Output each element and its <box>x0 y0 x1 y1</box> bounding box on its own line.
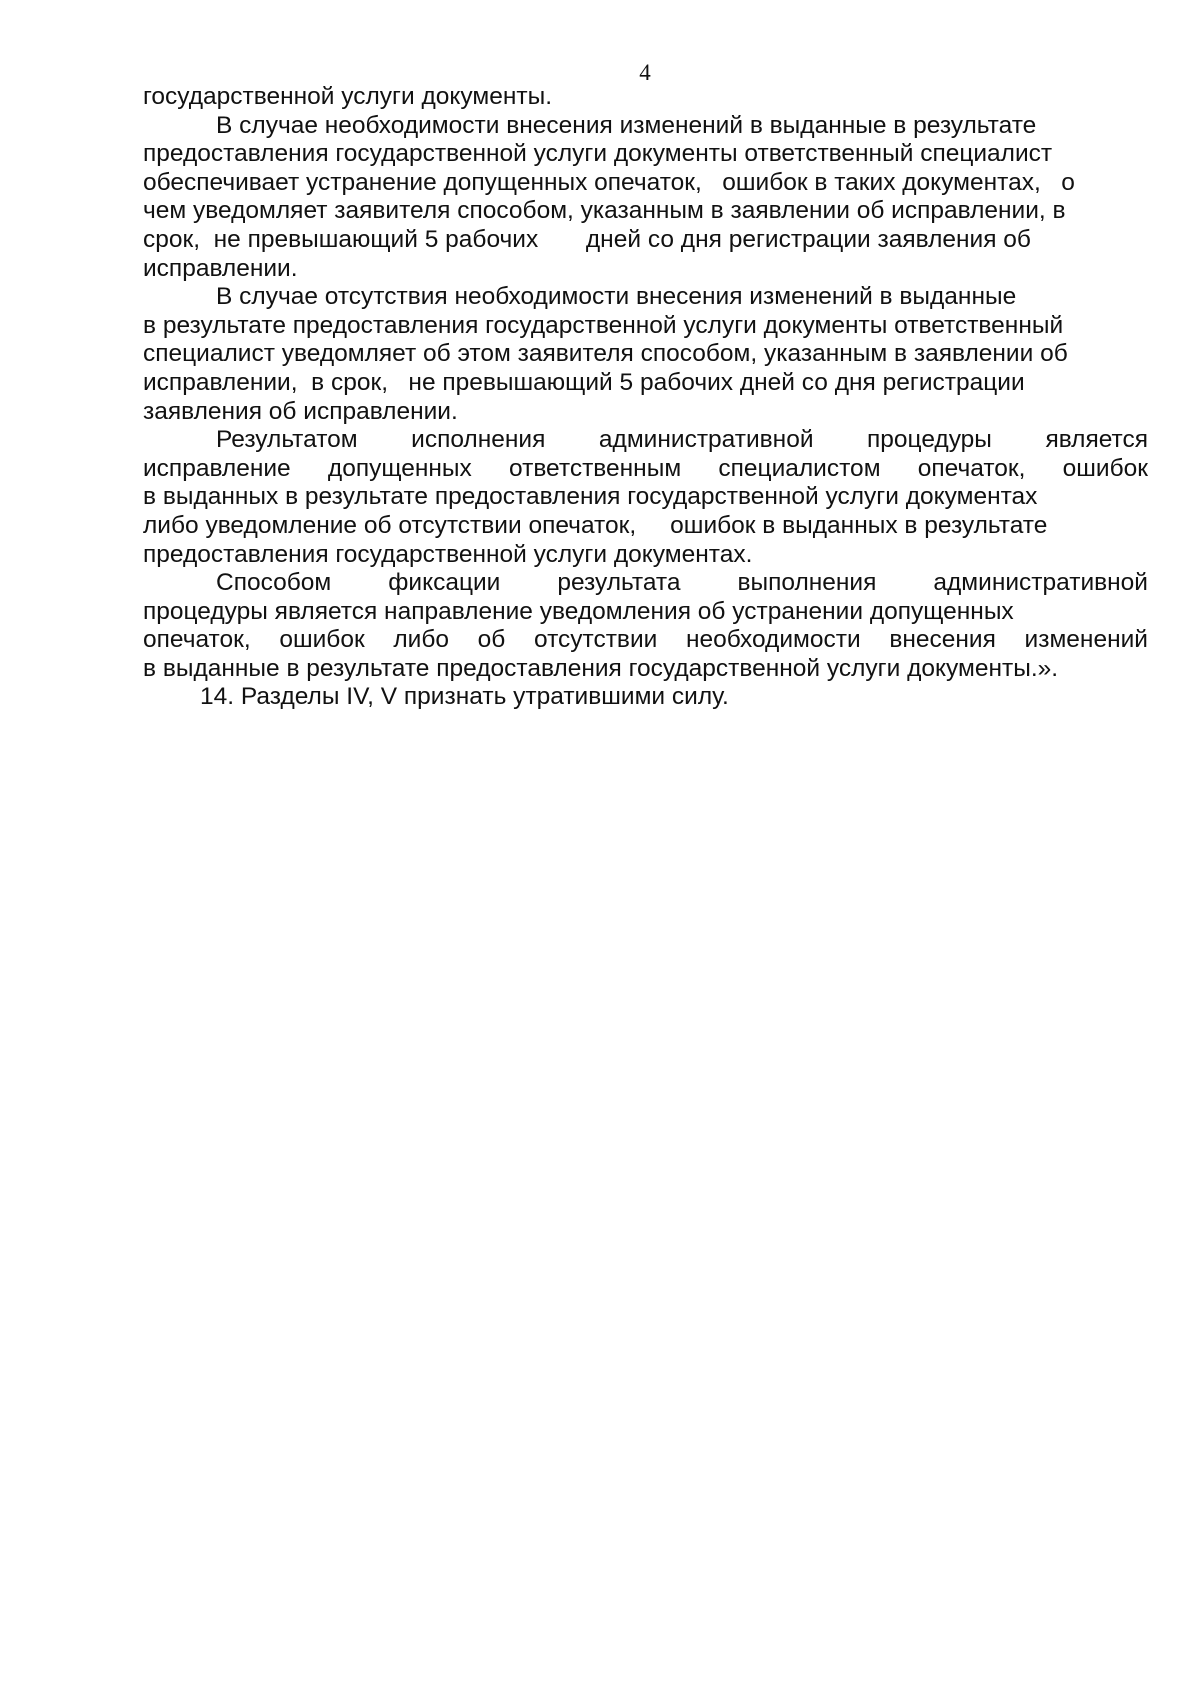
paragraph-no-corrections-needed <box>143 283 1148 426</box>
paragraph-procedure-result <box>143 426 1148 569</box>
paragraph-item-14 <box>143 683 1148 712</box>
text-line: чем уведомляет заявителя способом, указанным в заявлении об исправлении, в <box>143 197 1066 225</box>
text-line: исправление допущенных ответственным специалистом опечаток, ошибок <box>143 454 1148 482</box>
text-line: исправлении, в срок, не превышающий 5 рабочих дней со дня регистрации <box>143 368 1025 396</box>
paragraph-corrections-needed <box>143 112 1148 284</box>
document-body <box>143 83 1148 712</box>
text-line: предоставления государственной услуги документы ответственный специалист <box>143 140 1053 168</box>
text-line: специалист уведомляет об этом заявителя способом, указанным в заявлении об <box>143 340 1068 368</box>
page-number: 4 <box>639 60 651 85</box>
text-line: государственной услуги документы. <box>143 83 552 110</box>
text-line: в выданных в результате предоставления государственной услуги документах <box>143 483 1038 511</box>
text-line: Результатом исполнения административной процедуры является <box>216 426 1148 454</box>
text-line: либо уведомление об отсутствии опечаток, ошибок в выданных в результате <box>143 511 1048 539</box>
text-line: исправлении. <box>143 254 298 282</box>
text-line: процедуры является направление уведомления об устранении допущенных <box>143 597 1014 625</box>
text-line: срок, не превышающий 5 рабочих дней со дня регистрации заявления об <box>143 225 1031 253</box>
paragraph-continuation <box>143 83 1148 112</box>
text-line: В случае отсутствия необходимости внесения изменений в выданные <box>216 283 1017 311</box>
text-line: 14. Разделы IV, V признать утратившими силу. <box>200 683 729 711</box>
text-line: заявления об исправлении. <box>143 397 458 425</box>
text-line: в результате предоставления государственной услуги документы ответственный <box>143 311 1064 339</box>
text-line: опечаток, ошибок либо об отсутствии необходимости внесения изменений <box>143 626 1148 654</box>
paragraph-result-recording <box>143 569 1148 683</box>
text-line: Способом фиксации результата выполнения административной <box>216 569 1148 597</box>
text-line: предоставления государственной услуги документах. <box>143 540 753 568</box>
text-line: В случае необходимости внесения изменений в выданные в результате <box>216 111 1037 139</box>
text-line: в выданные в результате предоставления государственной услуги документы.». <box>143 654 1059 682</box>
text-line: обеспечивает устранение допущенных опечаток, ошибок в таких документах, о <box>143 168 1075 196</box>
